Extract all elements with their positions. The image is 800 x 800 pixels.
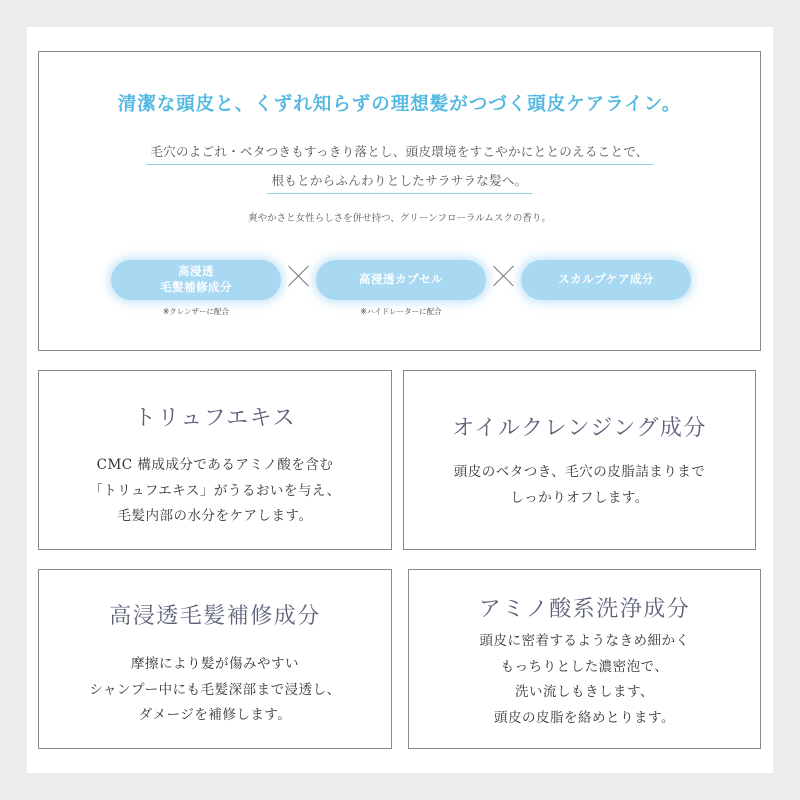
ingredient-pill-scalp-care	[521, 260, 691, 300]
card-title: トリュフエキス	[133, 406, 297, 431]
ingredient-pill-capsule	[316, 260, 486, 300]
card-line: 洗い流しもきします、	[515, 684, 654, 700]
lead-line-2	[39, 170, 760, 194]
multiply-icon	[287, 264, 311, 288]
card-line: 摩擦により髪が傷みやすい	[131, 656, 299, 672]
feature-card-truffle	[38, 370, 392, 550]
card-body	[39, 453, 391, 530]
card-line: 「トリュフエキス」がうるおいを与え、	[89, 482, 341, 499]
feature-card-hair-repair	[38, 569, 392, 749]
scent-description: 爽やかさと女性らしさを併せ持つ、グリーンフローラルムスクの香り。	[248, 213, 551, 224]
lead-line-1	[39, 141, 760, 165]
ingredient-pill-label: 高浸透カプセル	[359, 272, 443, 287]
lead-line-2-text: 根もとからふんわりとしたサラサラな髪へ。	[267, 171, 531, 194]
card-line: 頭皮の皮脂を絡めとります。	[494, 709, 675, 726]
card-line: CMC 構成成分であるアミノ酸を含む	[96, 457, 334, 473]
card-line: しっかりオフします。	[510, 489, 649, 506]
intro-panel	[38, 51, 761, 351]
card-title: オイルクレンジング成分	[452, 416, 707, 441]
ingredient-pill-penetrating-repair	[111, 260, 281, 300]
feature-card-oil-cleansing	[403, 370, 756, 550]
ingredient-note: ※ハイドレーターに配合	[360, 307, 442, 316]
card-title: アミノ酸系洗浄成分	[478, 597, 691, 622]
card-body	[39, 652, 391, 729]
ingredient-pill-label-line2: 毛髪補修成分	[160, 280, 232, 294]
multiply-icon	[492, 264, 516, 288]
card-line: シャンプー中にも毛髪深部まで浸透し、	[89, 681, 341, 698]
ingredient-pill-label: スカルプケア成分	[558, 272, 654, 287]
lead-line-1-text: 毛穴のよごれ・ベタつきもすっきり落とし、頭皮環境をすこやかにととのえることで、	[146, 142, 652, 165]
card-body	[409, 629, 760, 731]
card-line: 毛髪内部の水分をケアします。	[117, 508, 313, 524]
card-line: ダメージを補修します。	[138, 707, 292, 723]
ingredient-pill-label-line1: 高浸透	[178, 264, 214, 279]
card-title: 高浸透毛髪補修成分	[109, 604, 321, 629]
card-body	[404, 460, 755, 511]
card-line: 頭皮のベタつき、毛穴の皮脂詰まりまで	[453, 464, 706, 480]
card-line: 頭皮に密着するようなきめ細かく	[479, 633, 690, 649]
card-line: もっちりとした濃密泡で、	[500, 658, 669, 675]
feature-card-amino-cleanser	[408, 569, 761, 749]
headline: 清潔な頭皮と、くずれ知らずの理想髪がつづく頭皮ケアライン。	[117, 94, 682, 115]
ingredient-note: ※クレンザーに配合	[162, 307, 230, 316]
